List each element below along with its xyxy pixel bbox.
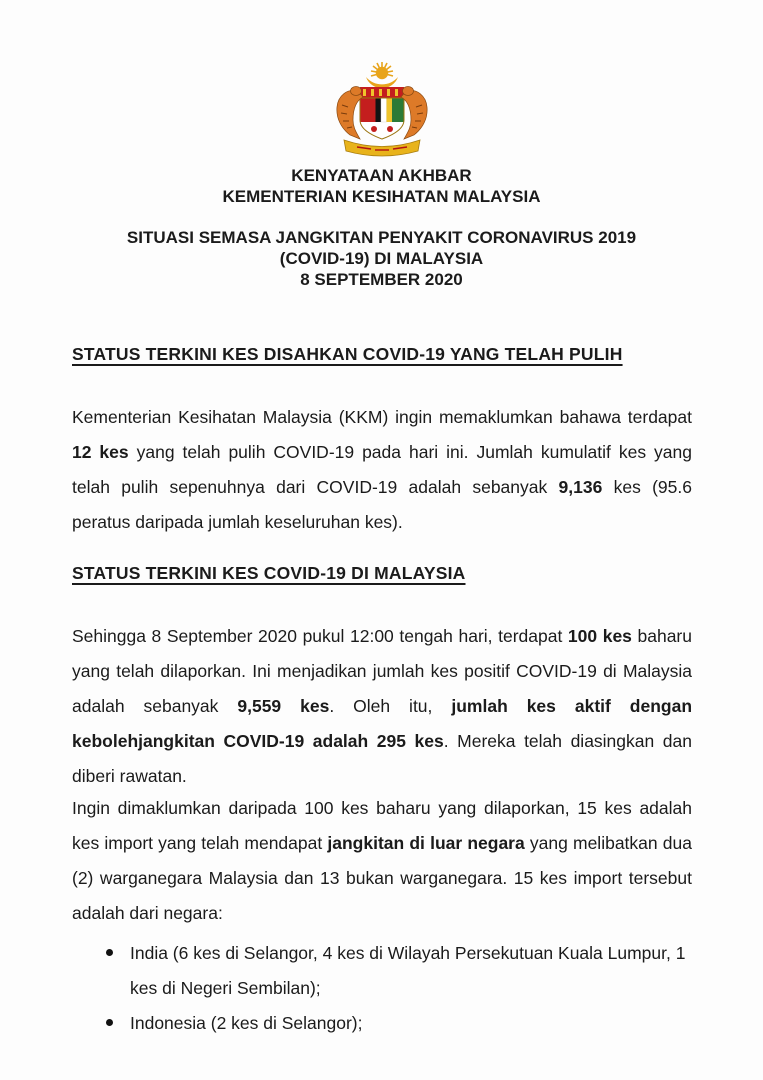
import-country-list-container: [72, 936, 692, 1041]
title-line1: SITUASI SEMASA JANGKITAN PENYAKIT CORONAVIRUS 2019: [126, 228, 637, 247]
paragraph-imported: [72, 791, 692, 931]
list-item-india: [106, 936, 692, 1006]
header-org-line2: KEMENTERIAN KESIHATAN MALAYSIA: [222, 187, 541, 206]
text-run: Ingin dimaklumkan daripada 100 kes baharu yang dilaporkan, 15 kes adalah kes import yang telah mendapat: [72, 798, 692, 853]
header-org-line1: KENYATAAN AKHBAR: [291, 166, 472, 185]
text-run: Sehingga 8 September 2020 pukul 12:00 tengah hari, terdapat: [72, 626, 568, 646]
title-date: 8 SEPTEMBER 2020: [300, 270, 463, 289]
list-item-indonesia: [106, 1006, 692, 1041]
text-run: kes (95.6 peratus daripada jumlah keseluruhan kes).: [72, 477, 692, 532]
bold-text-run: 12 kes: [72, 442, 129, 462]
bullet-icon: [106, 949, 113, 956]
bold-text-run: 100 kes: [567, 626, 632, 646]
malaysia-coat-of-arms-logo: [327, 60, 437, 160]
bold-text-run: jangkitan di luar negara: [327, 833, 525, 853]
section-heading-status: STATUS TERKINI KES COVID-19 DI MALAYSIA: [72, 563, 466, 583]
text-run: yang melibatkan dua (2) warganegara Malaysia dan 13 bukan warganegara. 15 kes import tersebut adalah dari negara:: [72, 833, 692, 923]
list-item-text: India (6 kes di Selangor, 4 kes di Wilayah Persekutuan Kuala Lumpur, 1 kes di Negeri Sembilan);: [130, 943, 686, 998]
text-run: . Oleh itu,: [329, 696, 452, 716]
bullet-icon: [106, 1019, 113, 1026]
title-line2: (COVID-19) DI MALAYSIA: [279, 249, 484, 268]
import-country-list: [72, 936, 692, 1041]
text-run: baharu yang telah dilaporkan. Ini menjadikan jumlah kes positif COVID-19 di Malaysia adalah sebanyak: [72, 626, 692, 716]
text-run: . Mereka telah diasingkan dan diberi rawatan.: [72, 731, 692, 786]
list-item-text: Indonesia (2 kes di Selangor);: [130, 1013, 363, 1033]
bold-text-run: jumlah kes aktif dengan kebolehjangkitan COVID-19 adalah 295 kes: [72, 696, 693, 751]
text-run: Kementerian Kesihatan Malaysia (KKM) ingin memaklumkan bahawa terdapat: [72, 407, 692, 427]
jata-negara-icon: [327, 60, 437, 160]
document-title: [0, 227, 763, 290]
bold-text-run: 9,559 kes: [237, 696, 330, 716]
section-heading-recovered: STATUS TERKINI KES DISAHKAN COVID-19 YANG TELAH PULIH: [72, 344, 623, 364]
text-run: yang telah pulih COVID-19 pada hari ini. Jumlah kumulatif kes yang telah pulih sepenuhnya dari COVID-19 adalah sebanyak: [72, 442, 692, 497]
document-header: [0, 165, 763, 290]
paragraph-status: [72, 619, 692, 794]
bold-text-run: 9,136: [558, 477, 603, 497]
paragraph-recovered: [72, 400, 692, 540]
